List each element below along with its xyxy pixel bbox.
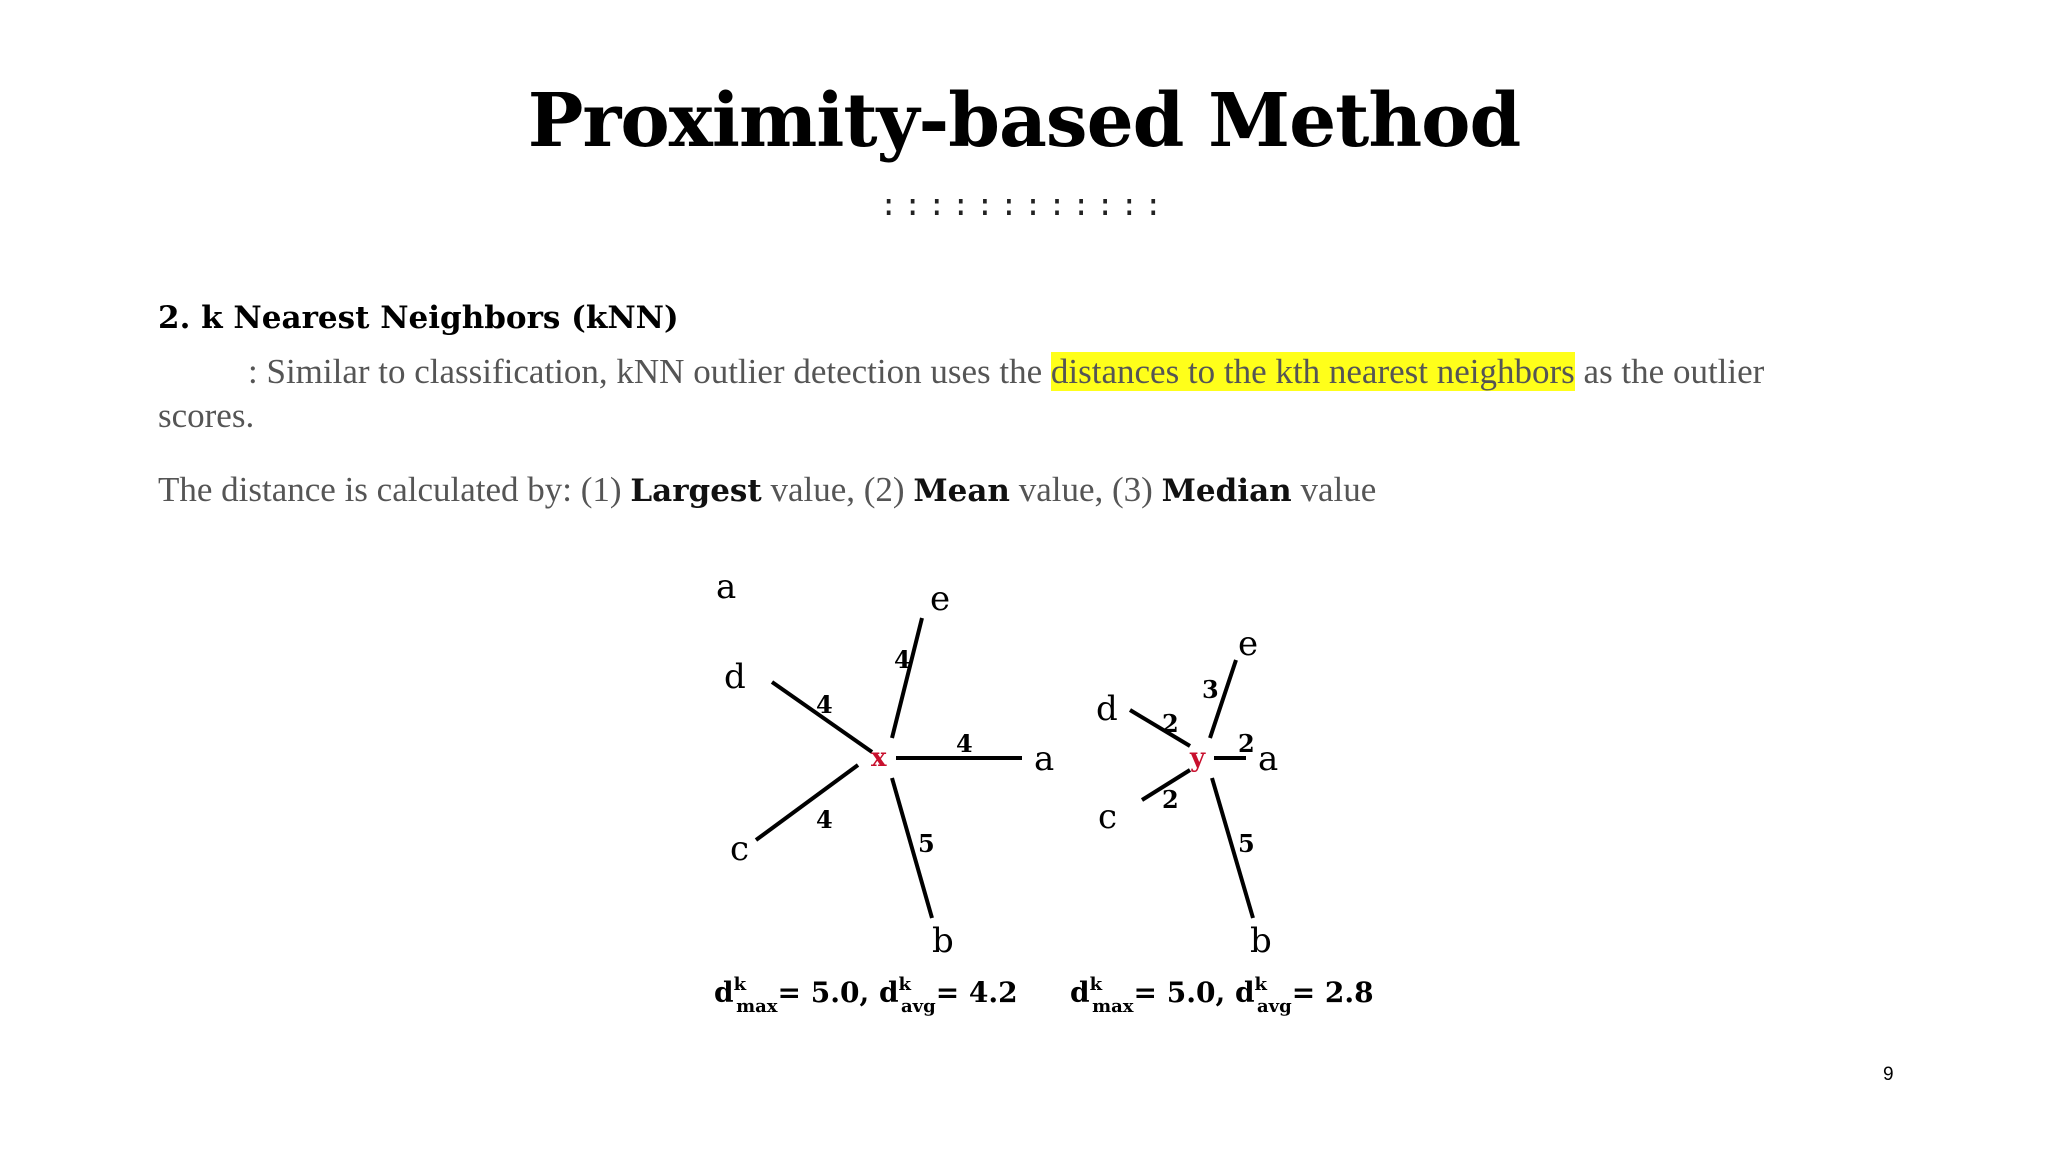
right-graph (1130, 660, 1253, 918)
left-cap-k1: k (733, 974, 747, 995)
distance-intro: The distance is calculated by: (1) (158, 470, 622, 509)
left-edge-e (892, 618, 922, 738)
left-cap-s1: max (736, 996, 778, 1017)
term-largest: Largest (630, 473, 762, 509)
right-edge-label-d: 2 (1162, 709, 1179, 738)
right-node-b: b (1250, 921, 1272, 961)
right-node-e: e (1238, 624, 1259, 664)
term-mean: Mean (913, 473, 1010, 509)
right-edge-label-b: 5 (1238, 829, 1255, 858)
description-paragraph (158, 350, 1858, 438)
right-edge-label-a: 2 (1238, 729, 1255, 758)
highlighted-phrase: distances to the kth nearest neighbors (1050, 352, 1575, 391)
left-node-a: a (1034, 739, 1055, 779)
left-node-c: c (730, 829, 750, 869)
right-cap-s2: avg (1257, 996, 1292, 1017)
left-cap-d1: d (714, 976, 734, 1009)
left-center-x: x (871, 743, 887, 773)
right-cap-s1: max (1092, 996, 1134, 1017)
right-cap-k1: k (1089, 974, 1103, 995)
left-edge-c (756, 765, 858, 840)
right-caption (1070, 974, 1374, 1017)
left-node-d: d (724, 657, 746, 697)
left-cap-k2: k (898, 974, 911, 995)
left-edge-label-c: 4 (816, 805, 833, 834)
distance-mid2: value, (3) (1018, 470, 1153, 509)
right-node-a: a (1258, 739, 1279, 779)
left-node-e: e (930, 579, 951, 619)
right-cap-v1: = 5.0, (1133, 976, 1235, 1009)
title-divider: :::::::::::: (879, 188, 1169, 223)
left-edge-label-d: 4 (816, 690, 833, 719)
left-node-b: b (932, 921, 954, 961)
knn-diagram (690, 560, 1390, 1030)
left-stray-label-a: a (716, 567, 737, 607)
left-edge-label-b: 5 (918, 829, 935, 858)
paragraph-prefix: : Similar to classification, kNN outlier detection uses the (248, 352, 1043, 391)
left-cap-v2: = 4.2 (935, 976, 1018, 1009)
left-edge-label-e: 4 (894, 645, 911, 674)
slide-title: Proximity-based Method (527, 78, 1521, 164)
left-caption (714, 974, 1018, 1017)
page-number: 9 (1883, 1064, 1894, 1085)
left-edge-label-a: 4 (956, 729, 973, 758)
right-edge-label-e: 3 (1202, 675, 1219, 704)
left-graph (756, 618, 1022, 918)
right-node-d: d (1096, 689, 1118, 729)
term-median: Median (1161, 473, 1292, 509)
distance-methods-line (158, 468, 1376, 513)
right-edge-d (1130, 710, 1190, 746)
right-cap-k2: k (1254, 974, 1267, 995)
right-center-y: y (1190, 743, 1206, 773)
right-cap-v2: = 2.8 (1291, 976, 1374, 1009)
distance-end: value (1300, 470, 1377, 509)
left-cap-v1: = 5.0, (777, 976, 879, 1009)
right-node-c: c (1098, 797, 1118, 837)
paragraph-suffix: as the outlier scores. (158, 352, 1765, 435)
right-cap-d1: d (1070, 976, 1090, 1009)
right-edge-label-c: 2 (1162, 785, 1179, 814)
right-cap-d2: d (1234, 976, 1255, 1009)
knn-diagram-svg (690, 560, 1390, 1030)
left-cap-s2: avg (901, 996, 936, 1017)
distance-mid1: value, (2) (770, 470, 905, 509)
section-heading: 2. k Nearest Neighbors (kNN) (158, 300, 679, 336)
left-cap-d2: d (878, 976, 899, 1009)
